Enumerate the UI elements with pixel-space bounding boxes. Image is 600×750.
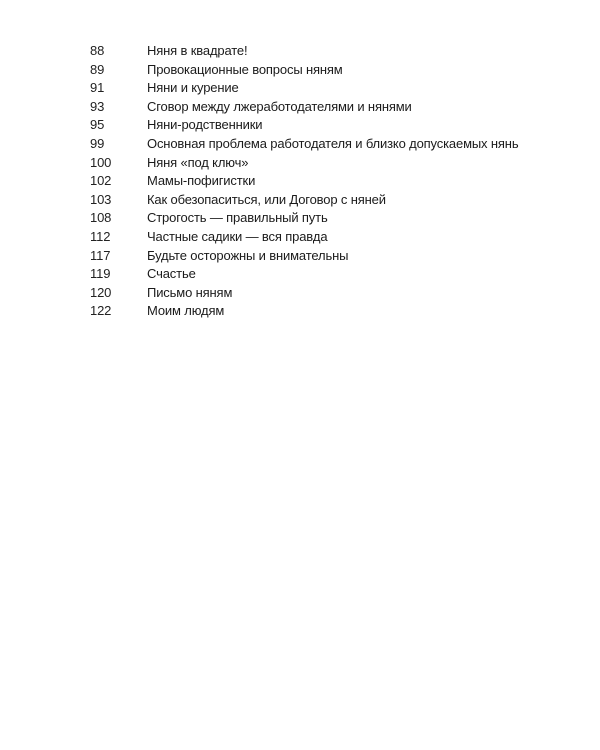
toc-entry <box>90 135 550 154</box>
toc-page-number: 112 <box>90 228 111 244</box>
toc-title: Счастье <box>147 266 196 282</box>
toc-page-number: 103 <box>90 191 112 207</box>
toc-entry <box>90 247 550 266</box>
toc-entry <box>90 302 550 321</box>
toc-entry <box>90 116 550 135</box>
toc-page-number: 102 <box>90 173 112 189</box>
toc-title: Сговор между лжеработодателями и нянями <box>147 98 412 114</box>
toc-page-number: 88 <box>90 43 105 58</box>
toc-title: Частные садики — вся правда <box>147 228 328 244</box>
toc-title: Основная проблема работодателя и близко допускаемых нянь <box>147 135 519 151</box>
toc-entry <box>90 61 550 80</box>
toc-title: Няня «под ключ» <box>147 154 249 170</box>
toc-entry <box>90 172 550 191</box>
toc-page-number: 100 <box>90 154 112 170</box>
toc-title: Няни и курение <box>147 80 239 96</box>
toc-title: Няни-родственники <box>147 117 263 133</box>
toc-page-number: 91 <box>90 80 105 96</box>
toc-page-number: 108 <box>90 210 112 226</box>
toc-page-number: 89 <box>90 61 105 77</box>
toc-title: Строгость — правильный путь <box>147 210 328 226</box>
toc-title: Моим людям <box>147 303 225 319</box>
toc-entry <box>90 154 550 173</box>
toc-title: Няня в квадрате! <box>147 43 248 58</box>
toc-title: Как обезопаситься, или Договор с няней <box>147 191 386 207</box>
toc-page-number: 95 <box>90 117 105 133</box>
toc-title: Будьте осторожны и внимательны <box>147 247 349 263</box>
toc-entry <box>90 228 550 247</box>
toc-entry <box>90 284 550 303</box>
toc-page-number: 93 <box>90 98 105 114</box>
toc-page-number: 119 <box>90 266 111 282</box>
toc-page-number: 122 <box>90 303 112 319</box>
toc-entry <box>90 191 550 210</box>
toc-entry <box>90 42 550 61</box>
toc-entry <box>90 265 550 284</box>
toc-page-number: 117 <box>90 247 111 263</box>
toc-entry <box>90 209 550 228</box>
toc-entry <box>90 79 550 98</box>
toc-title: Письмо няням <box>147 284 233 300</box>
toc-page-number: 120 <box>90 284 112 300</box>
toc-page-number: 99 <box>90 135 105 151</box>
toc-title: Провокационные вопросы няням <box>147 61 343 77</box>
table-of-contents <box>90 42 550 321</box>
toc-entry <box>90 98 550 117</box>
toc-title: Мамы-пофигистки <box>147 173 256 189</box>
